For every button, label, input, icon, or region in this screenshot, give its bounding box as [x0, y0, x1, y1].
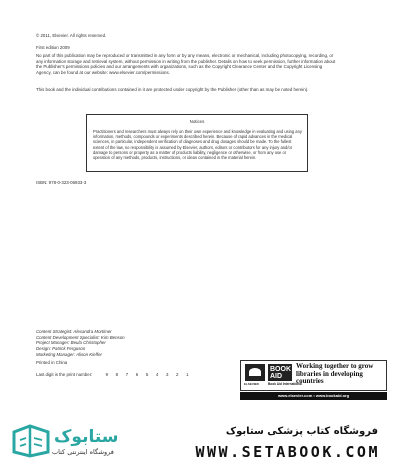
credit-line: Design: Patrick Ferguson	[36, 346, 86, 352]
production-credits	[36, 329, 125, 358]
store-logo[interactable]	[12, 424, 122, 460]
isbn-line: ISBN: 978-0-323-06933-3	[36, 180, 87, 185]
print-number-line	[36, 372, 192, 378]
book-aid-advert	[240, 360, 387, 391]
store-logo-subtitle: فروشگاه اینترنتی کتاب	[52, 448, 114, 456]
rights-paragraph: No part of this publication may be reproduced or transmitted in any form or by any means, electronic or mechanical, including photocopying, recording, or any information storage and retrieval system, without permission in writing from the publisher. Details on how to seek permission, further information about the Publisher's permissions policies and our arrangements with organizations, such as the Copyright Clearance Center and the Copyright Licensing Agency, can be found at our website: www.elsevier.com/permissions.	[36, 53, 336, 76]
protected-paragraph: This book and the individual contributions contained in it are protected under copyright by the Publisher (other than as may be noted herein).	[36, 87, 309, 92]
store-url-link[interactable]: WWW.SETABOOK.COM	[195, 443, 380, 461]
credit-line: Project Manager: Beula Christopher	[36, 340, 106, 346]
notices-title: Notices	[189, 119, 205, 124]
edition-line: First edition 2009	[36, 45, 70, 50]
book-logo-icon	[12, 424, 50, 458]
advert-tagline: Working together to grow libraries in developing countries	[296, 362, 374, 386]
book-aid-logo-icon: BOOK AID	[270, 366, 291, 380]
advert-urls: www.elsevier.com • www.bookaid.org	[240, 392, 387, 400]
store-title: فروشگاه کتاب پزشکی ستابوک	[225, 426, 378, 437]
printed-line: Printed in China	[36, 360, 68, 365]
credit-line: Marketing Manager: Alison Kieffer	[36, 351, 102, 357]
store-logo-text: ستابوک	[54, 427, 119, 447]
book-aid-label: Book Aid International	[268, 382, 302, 386]
print-number-digits: 9 8 7 6 5 4 3 2 1	[105, 372, 192, 377]
print-number-label: Last digit is the print number:	[36, 372, 93, 377]
copyright-line: © 2011, Elsevier. All rights reserved.	[36, 33, 107, 38]
notices-body: Practitioners and researchers must always rely on their own experience and knowledge in evaluating and using any information, methods, compounds or experiments described herein. Because of rapid advances in the medical sciences, in particular, independent verification of diagnoses and drug dosages should be made. To the fullest extent of the law, no responsibility is assumed by Elsevier, authors, editors or contributors for any injury and/or damage to persons or property as a matter of products liability, negligence or otherwise, or from any use or operation of any methods, products, instructions, or ideas contained in the material herein.	[93, 129, 302, 161]
credit-line: Content Development Specialist: Kim Benson	[36, 334, 125, 340]
store-banner	[0, 410, 400, 472]
elsevier-tree-logo-icon	[245, 364, 265, 381]
notices-box	[86, 114, 308, 172]
credit-line: Content Strategist: Alexandra Mortimer	[36, 329, 112, 334]
elsevier-label: ELSEVIER	[244, 382, 259, 386]
